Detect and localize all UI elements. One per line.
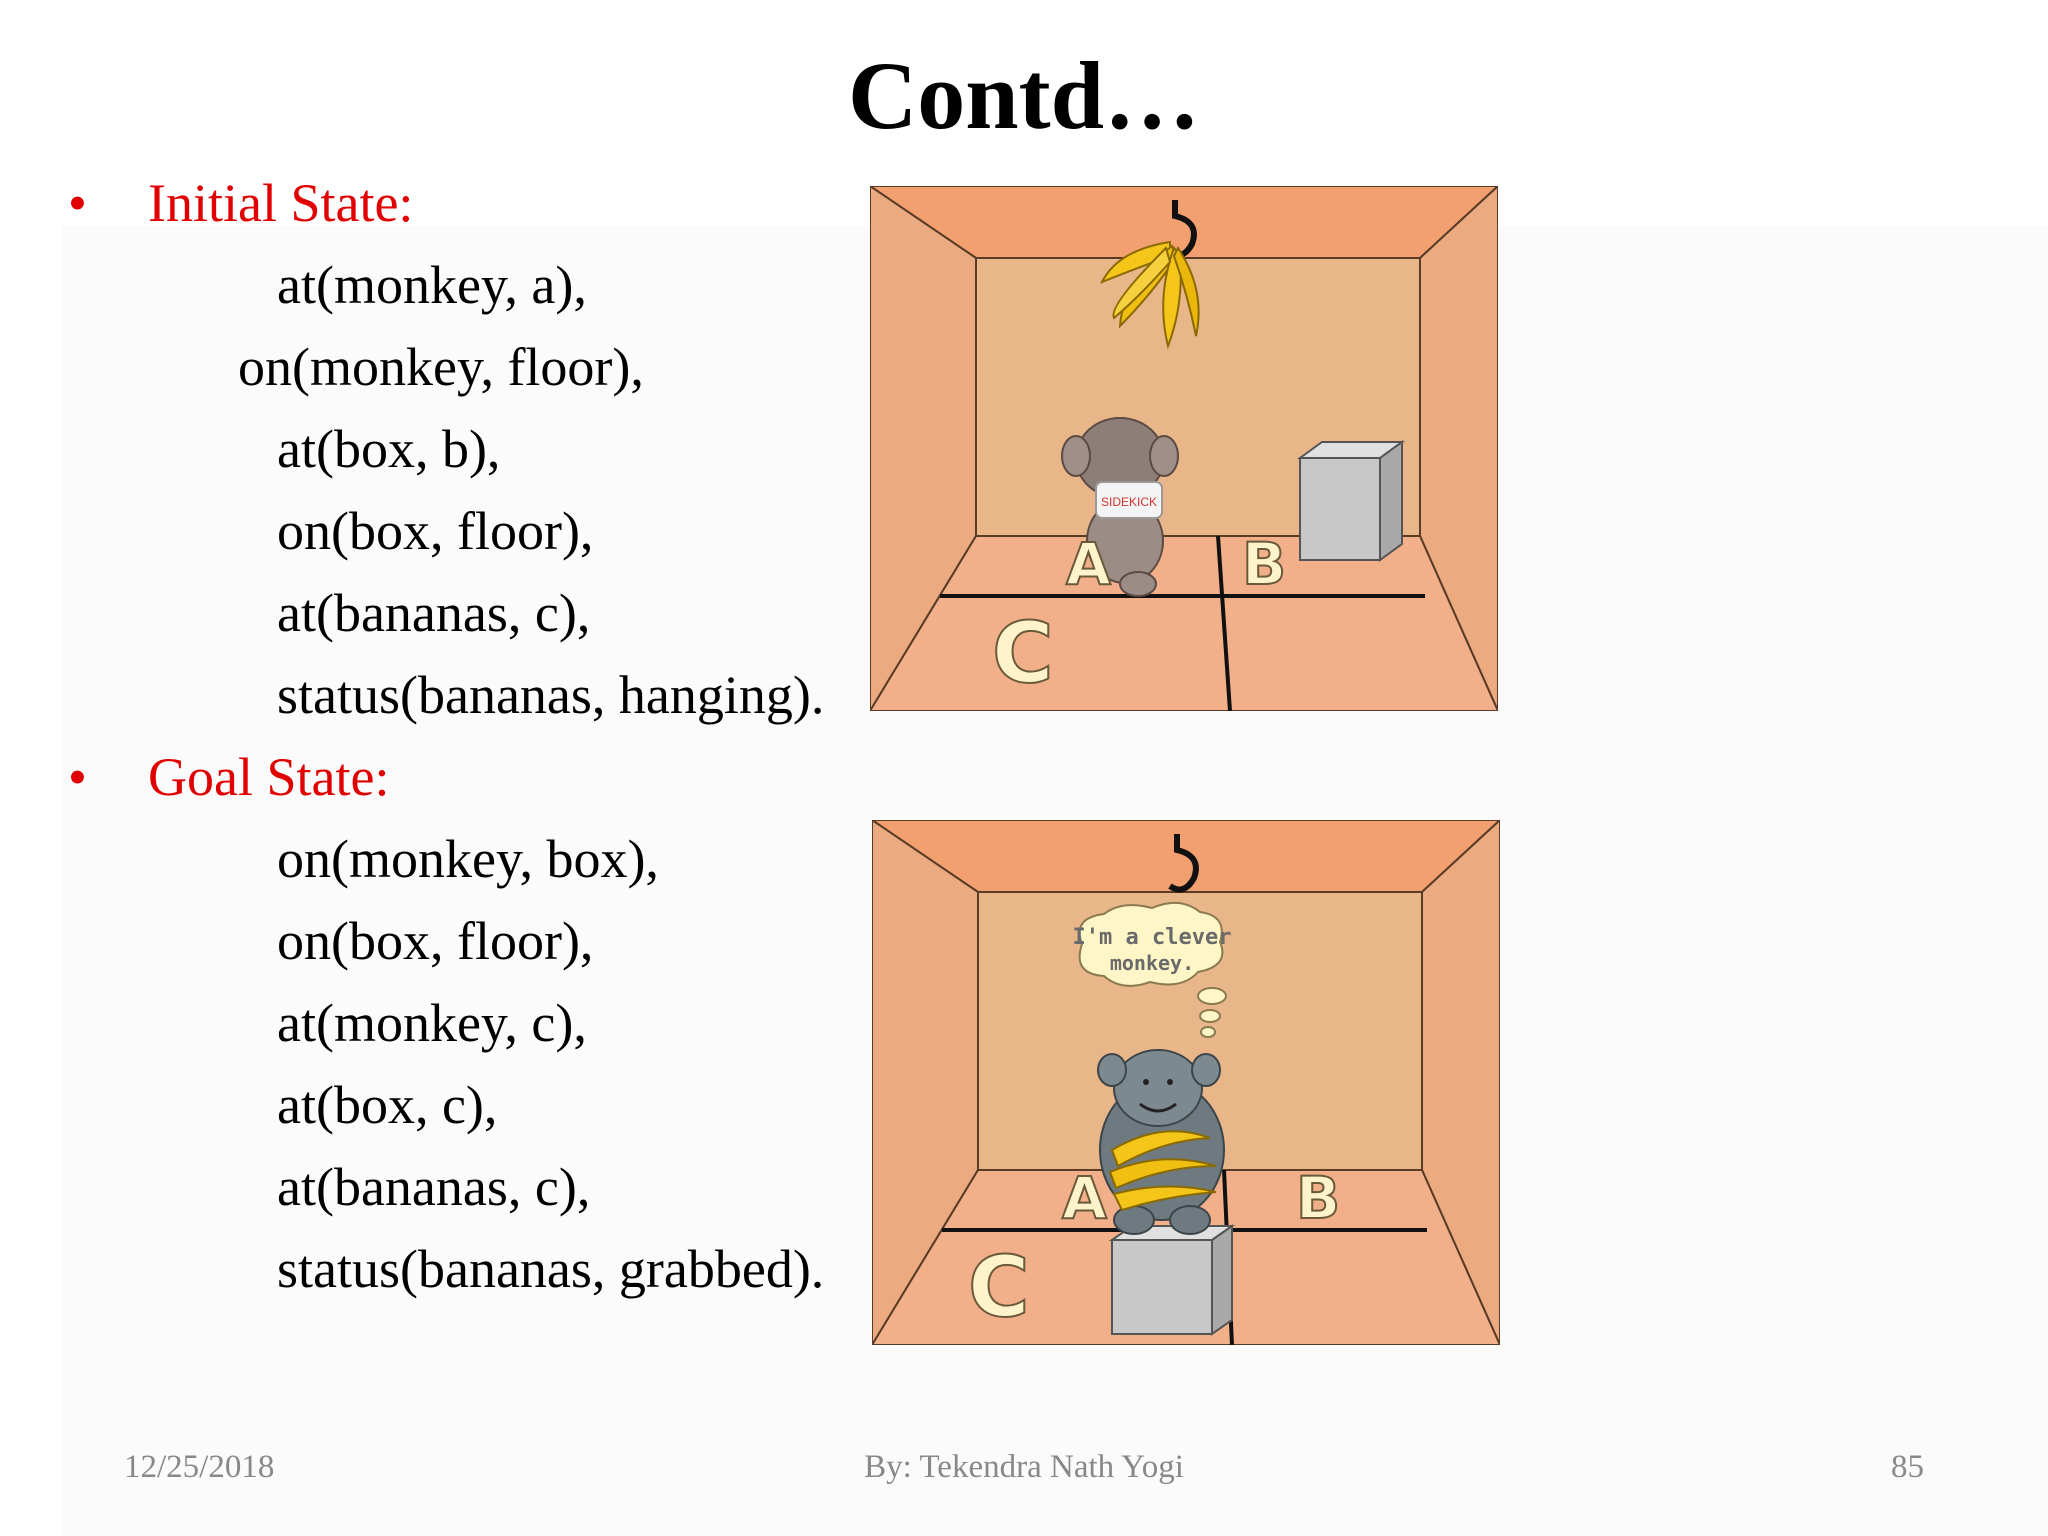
initial-fact: on(box, floor),	[277, 501, 594, 561]
floor-label-b: B	[1296, 1164, 1341, 1232]
goal-fact: at(box, c),	[277, 1075, 498, 1135]
goal-fact: at(monkey, c),	[277, 993, 587, 1053]
initial-fact: at(bananas, c),	[277, 583, 591, 643]
slide-title: Contd…	[847, 42, 1201, 149]
goal-fact: status(bananas, grabbed).	[277, 1239, 825, 1299]
initial-fact: at(monkey, a),	[277, 255, 587, 315]
goal-fact: on(box, floor),	[277, 911, 594, 971]
initial-state-illustration	[870, 186, 1498, 711]
goal-fact: at(bananas, c),	[277, 1157, 591, 1217]
footer-author: By: Tekendra Nath Yogi	[864, 1449, 1184, 1485]
initial-state-heading-row	[68, 173, 414, 233]
thought-text-line-1: I'm a clever	[1072, 925, 1232, 950]
bullet-icon: •	[68, 173, 87, 233]
room-scene-goal	[872, 820, 1500, 1345]
floor-label-b: B	[1242, 530, 1287, 598]
initial-state-heading: Initial State:	[148, 173, 414, 233]
bullet-icon: •	[68, 747, 87, 807]
floor-label-a: A	[1066, 530, 1111, 598]
floor-label-c: C	[968, 1238, 1030, 1336]
box-icon	[1300, 442, 1402, 560]
floor-label-c: C	[992, 604, 1054, 702]
room-scene-initial	[870, 186, 1498, 711]
footer-date: 12/25/2018	[124, 1449, 275, 1485]
initial-fact: status(bananas, hanging).	[277, 665, 825, 725]
goal-state-heading: Goal State:	[148, 747, 390, 807]
floor-label-a: A	[1062, 1164, 1107, 1232]
goal-fact: on(monkey, box),	[277, 829, 659, 889]
box-icon	[1112, 1226, 1232, 1334]
monkey-shirt-text: SIDEKICK	[1100, 495, 1158, 509]
initial-fact: on(monkey, floor),	[238, 337, 644, 397]
goal-state-heading-row	[68, 747, 390, 807]
initial-fact: at(box, b),	[277, 419, 501, 479]
goal-state-illustration	[872, 820, 1500, 1345]
thought-text-line-2: monkey.	[1109, 951, 1195, 975]
footer-page-number: 85	[1891, 1449, 1924, 1485]
